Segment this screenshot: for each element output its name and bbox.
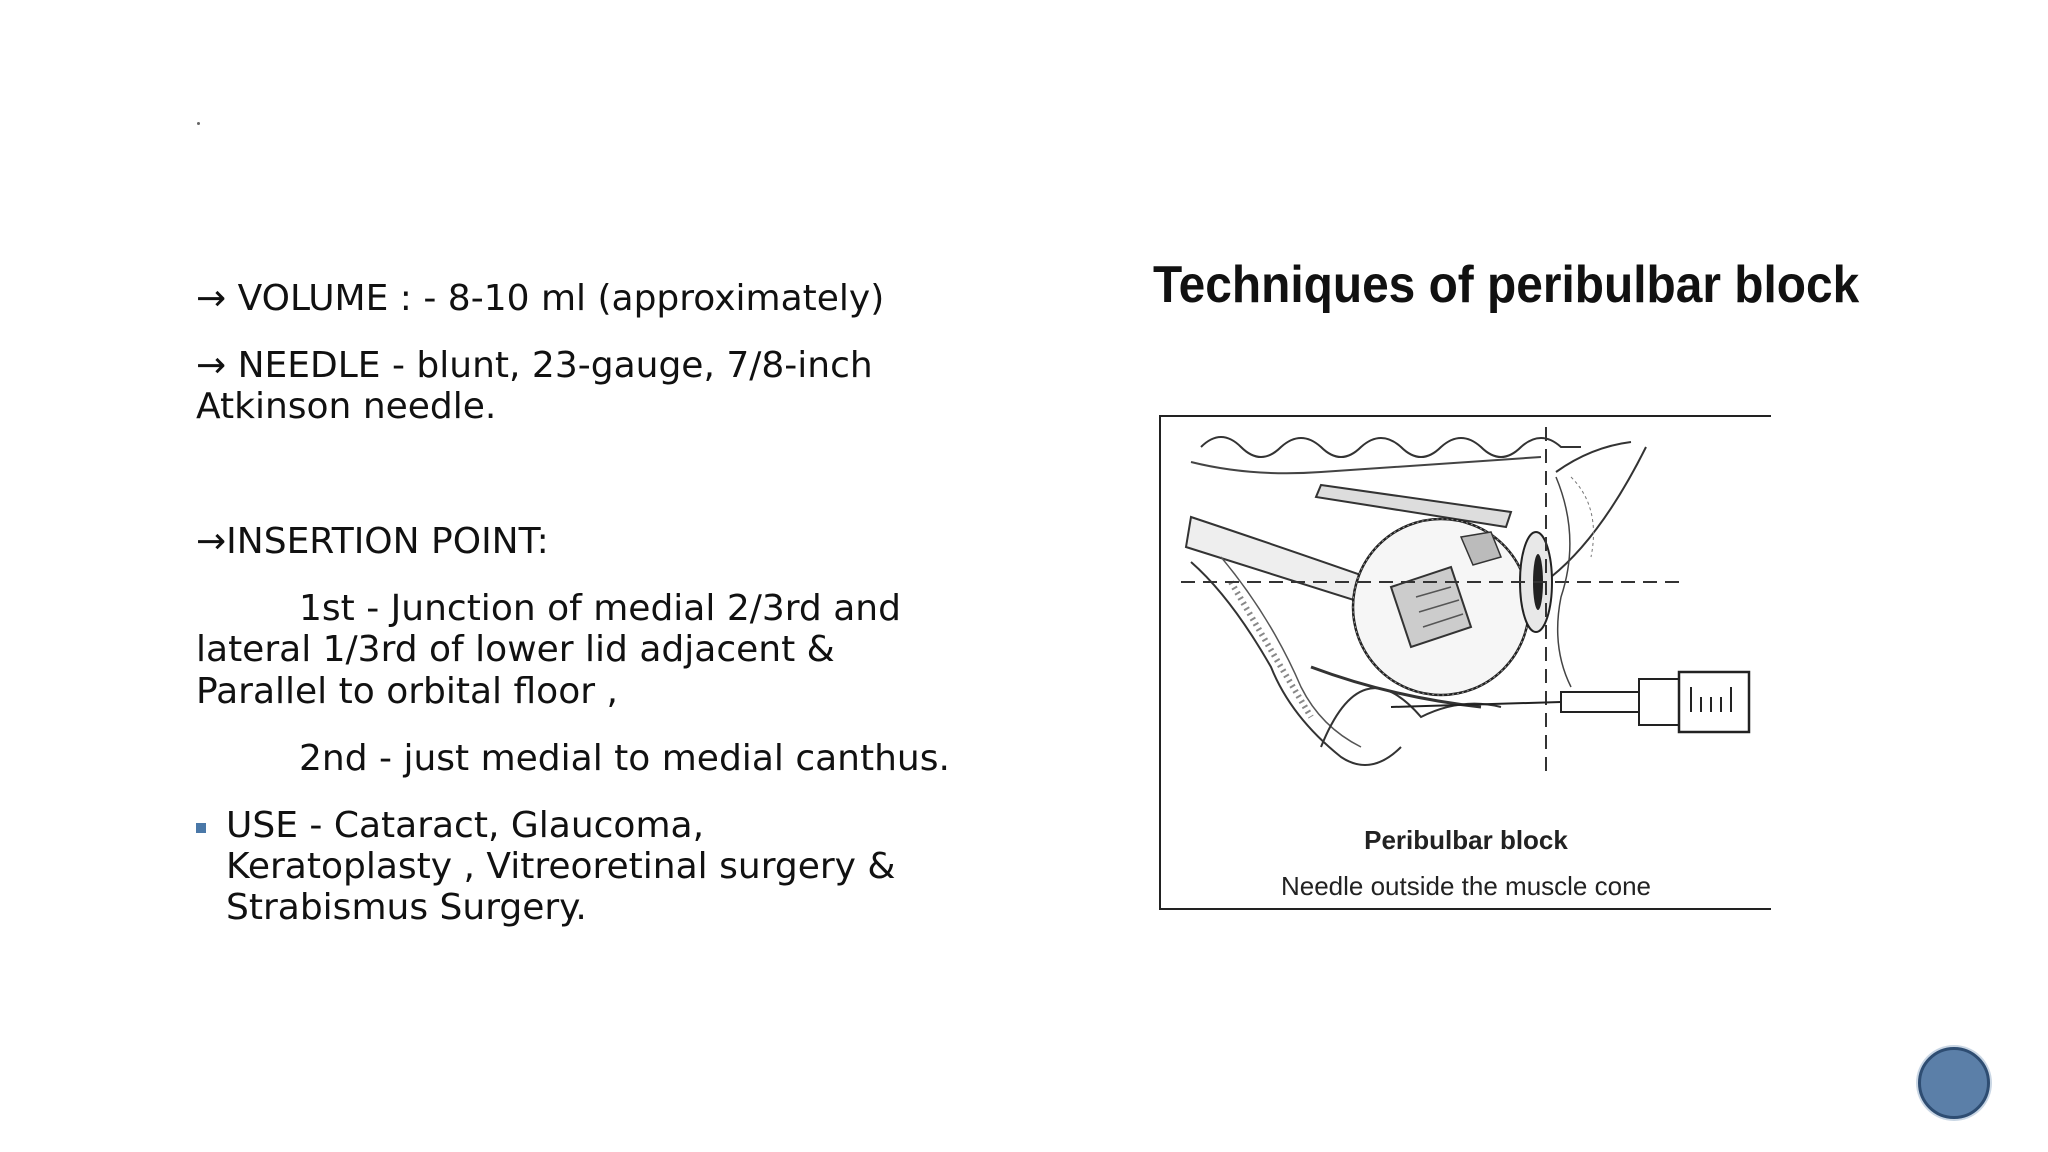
bullet-square xyxy=(196,823,206,833)
figure-title: Techniques of peribulbar block xyxy=(1153,256,1860,314)
use-line-3: Strabismus Surgery. xyxy=(226,887,587,928)
needle-line-2: Atkinson needle. xyxy=(196,386,497,427)
use-line-1: USE - Cataract, Glaucoma, xyxy=(226,805,705,846)
volume-line: → VOLUME : - 8-10 ml (approximately) xyxy=(196,278,885,319)
peribulbar-figure xyxy=(1159,415,1771,910)
needle-line-1: → NEEDLE - blunt, 23-gauge, 7/8-inch xyxy=(196,345,873,386)
slide-nav-button[interactable] xyxy=(1918,1047,1990,1119)
first-point-line-1: 1st - Junction of medial 2/3rd and xyxy=(299,588,901,629)
second-point-line: 2nd - just medial to medial canthus. xyxy=(299,738,950,779)
first-point-line-3: Parallel to orbital floor , xyxy=(196,671,618,712)
stray-dot xyxy=(197,122,200,125)
first-point-line-2: lateral 1/3rd of lower lid adjacent & xyxy=(196,629,835,670)
use-line-2: Keratoplasty , Vitreoretinal surgery & xyxy=(226,846,896,887)
figure-caption-bold: Peribulbar block xyxy=(1364,825,1568,855)
insertion-heading: →INSERTION POINT: xyxy=(196,521,549,562)
peribulbar-illustration xyxy=(1161,417,1771,817)
figure-caption: Needle outside the muscle cone xyxy=(1280,871,1651,901)
